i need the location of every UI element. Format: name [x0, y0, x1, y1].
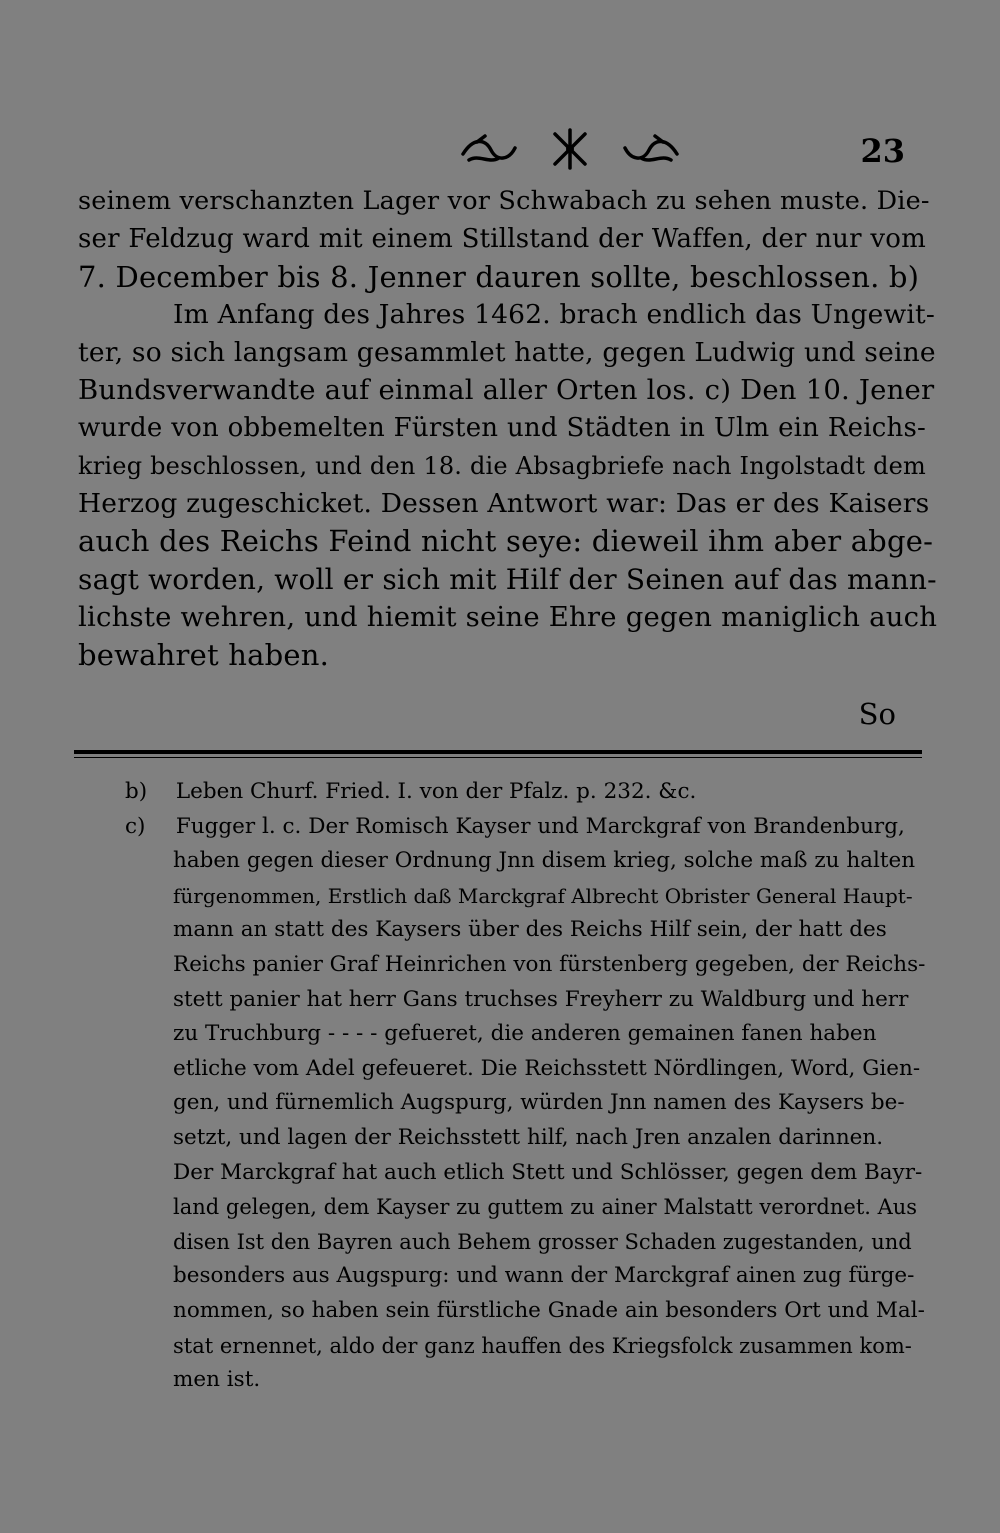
footnote-text: Der Marckgraf hat auch etlich Stett und Schlösser, gegen dem Bayr-	[173, 1159, 923, 1185]
footnote-text: haben gegen dieser Ordnung Jnn disem krieg, solche maß zu halten	[173, 848, 916, 874]
main-text	[78, 183, 938, 674]
footnote-text: Reichs panier Graf Heinrichen von fürstenberg gegeben, der Reichs-	[173, 951, 926, 977]
footnote-text: men ist.	[173, 1367, 261, 1393]
footnote-text: mann an statt des Kaysers über des Reichs Hilf sein, der hatt des	[173, 917, 887, 943]
footnote-text: land gelegen, dem Kayser zu guttem zu ainer Malstatt verordnet. Aus	[173, 1195, 918, 1220]
footnote-text: nommen, so haben sein fürstliche Gnade ain besonders Ort und Mal-	[173, 1297, 925, 1323]
footnote-text: stett panier hat herr Gans truchses Freyherr zu Waldburg und herr	[173, 986, 909, 1012]
text-line: bewahret haben.	[78, 637, 330, 672]
footnotes	[125, 775, 925, 1398]
text-line: Herzog zugeschicket. Dessen Antwort war: Das er des Kaisers	[78, 488, 930, 520]
footnote-label: c)	[125, 813, 146, 839]
footnote-b	[125, 775, 925, 810]
text-line: ser Feldzug ward mit einem Stillstand der Waffen, der nur vom	[78, 223, 926, 254]
footnote-text: etliche vom Adel gefeueret. Die Reichsstett Nördlingen, Word, Gien-	[173, 1055, 921, 1081]
text-line: lichste wehren, und hiemit seine Ehre gegen maniglich auch	[78, 600, 938, 633]
text-line: Im Anfang des Jahres 1462. brach endlich das Ungewit-	[173, 299, 936, 331]
footnote-text: stat ernennet, aldo der ganz hauffen des Kriegsfolck zusammen kom-	[173, 1333, 912, 1358]
text-line: ter, so sich langsam gesammlet hatte, gegen Ludwig und seine	[78, 337, 936, 369]
footnote-divider	[74, 750, 922, 754]
page-number: 23	[860, 132, 905, 170]
text-line: wurde von obbemelten Fürsten und Städten in Ulm ein Reichs-	[78, 412, 926, 443]
page-header	[75, 120, 925, 180]
text-line: Bundsverwandte auf einmal aller Orten los. c) Den 10. Jener	[78, 373, 935, 406]
footnote-c	[125, 810, 925, 845]
footnote-text: gen, und fürnemlich Augspurg, würden Jnn namen des Kaysers be-	[173, 1090, 905, 1116]
footnote-text: besonders aus Augspurg: und wann der Marckgraf ainen zug fürge-	[173, 1263, 915, 1289]
text-line: seinem verschanzten Lager vor Schwabach zu sehen muste. Die-	[78, 186, 930, 216]
footnote-text: Fugger l. c. Der Romisch Kayser und Marckgraf von Brandenburg,	[175, 813, 905, 839]
footnote-label: b)	[125, 779, 148, 804]
text-line: krieg beschlossen, und den 18. die Absagbriefe nach Ingolstadt dem	[78, 451, 926, 480]
footnote-text: zu Truchburg - - - - gefueret, die anderen gemainen fanen haben	[173, 1021, 877, 1047]
footnote-divider-thin	[74, 757, 922, 758]
printer-ornament-icon	[455, 124, 685, 174]
footnote-text: fürgenommen, Erstlich daß Marckgraf Albrecht Obrister General Haupt-	[173, 883, 913, 908]
catchword: So	[858, 697, 896, 731]
footnote-text: disen Ist den Bayren auch Behem grosser Schaden zugestanden, und	[173, 1229, 912, 1254]
footnote-text: setzt, und lagen der Reichsstett hilf, nach Jren anzalen darinnen.	[173, 1124, 884, 1150]
text-line: 7. December bis 8. Jenner dauren sollte, beschlossen. b)	[78, 259, 920, 294]
text-line: sagt worden, woll er sich mit Hilf der Seinen auf das mann-	[78, 562, 937, 596]
footnote-text: Leben Churf. Fried. I. von der Pfalz. p. 232. &c.	[175, 779, 697, 804]
text-line: auch des Reichs Feind nicht seye: dieweil ihm aber abge-	[78, 524, 934, 559]
